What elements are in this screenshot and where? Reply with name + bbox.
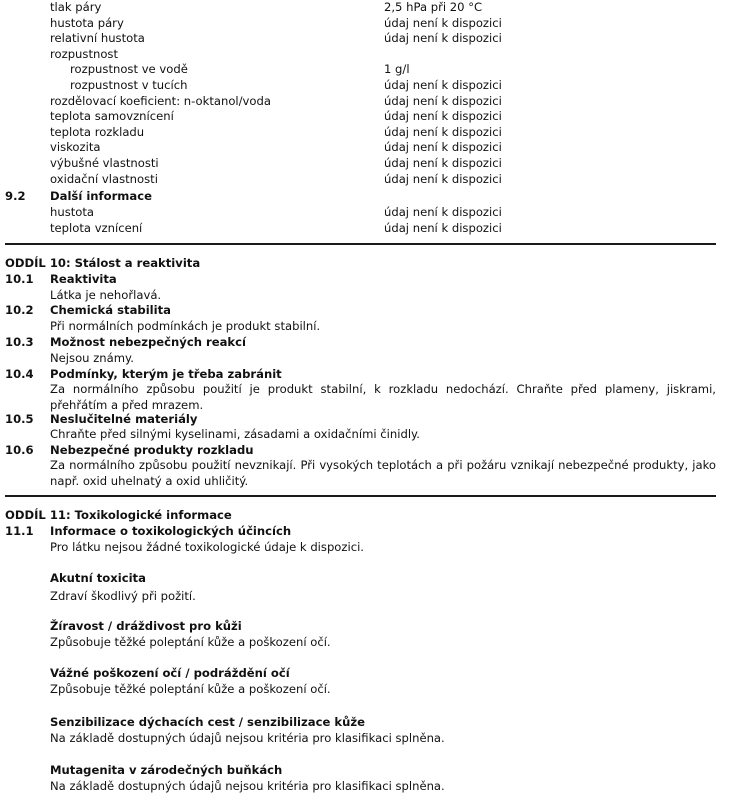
subsection-title: Chemická stabilita	[50, 303, 171, 317]
property-value: údaj není k dispozici	[384, 140, 502, 155]
property-value: údaj není k dispozici	[384, 221, 502, 235]
subsection-text: Za normálního způsobu použití nevznikají. Při vysokých teplotách a při požáru vznikají nebezpečné produkty, jako např. oxid uhelnatý a oxid uhličitý.	[50, 458, 716, 488]
property-value: údaj není k dispozici	[384, 171, 502, 186]
subsection-number: 10.1	[5, 272, 34, 286]
property-label: relativní hustota	[50, 31, 145, 46]
subsection-text: Za normálního způsobu použití je produkt stabilní, k rozkladu nedochází. Chraňte před plameny, jiskrami, přehřátím a před mrazem.	[50, 382, 716, 412]
tox-item-text: Způsobuje těžké poleptání kůže a poškození očí.	[50, 635, 331, 649]
subsection-number: 10.4	[5, 367, 34, 381]
subsection-title: Další informace	[50, 189, 152, 203]
property-value: údaj není k dispozici	[384, 15, 502, 30]
property-label: rozdělovací koeficient: n-oktanol/voda	[50, 93, 271, 108]
subsection-number: 10.3	[5, 335, 34, 349]
property-label: teplota samovznícení	[50, 109, 174, 124]
property-value: 1 g/l	[384, 62, 410, 77]
property-value: údaj není k dispozici	[384, 93, 502, 108]
property-label: viskozita	[50, 140, 101, 155]
property-value: 2,5 hPa při 20 °C	[384, 0, 483, 14]
subsection-title: Reaktivita	[50, 272, 117, 286]
section-divider	[5, 243, 716, 245]
property-value: údaj není k dispozici	[384, 156, 502, 170]
property-label: teplota vznícení	[50, 221, 143, 235]
subsection-title: Nebezpečné produkty rozkladu	[50, 443, 254, 457]
subsection-text: Pro látku nejsou žádné toxikologické údaje k dispozici.	[50, 540, 364, 554]
tox-item-text: Způsobuje těžké poleptání kůže a poškození očí.	[50, 682, 331, 696]
property-value: údaj není k dispozici	[384, 109, 502, 124]
property-label: výbušné vlastnosti	[50, 156, 159, 170]
tox-item-title: Mutagenita v zárodečných buňkách	[50, 763, 283, 777]
subsection-number: 10.2	[5, 303, 34, 317]
tox-item-title: Akutní toxicita	[50, 571, 146, 585]
tox-item-text: Na základě dostupných údajů nejsou kritéria pro klasifikaci splněna.	[50, 779, 445, 793]
section-heading: ODDÍL 11: Toxikologické informace	[5, 508, 232, 522]
property-label: rozpustnost ve vodě	[70, 62, 188, 77]
subsection-text: Látka je nehořlavá.	[50, 288, 162, 302]
property-label: hustota páry	[50, 15, 124, 30]
subsection-title: Neslučitelné materiály	[50, 412, 198, 426]
property-label: rozpustnost v tucích	[70, 78, 188, 92]
tox-item-title: Vážné poškození očí / podráždění očí	[50, 666, 290, 680]
subsection-text: Chraňte před silnými kyselinami, zásadami a oxidačními činidly.	[50, 427, 420, 441]
subsection-title: Informace o toxikologických účincích	[50, 524, 292, 538]
tox-item-title: Senzibilizace dýchacích cest / senzibilizace kůže	[50, 715, 365, 729]
property-label: tlak páry	[50, 0, 102, 14]
subsection-number: 9.2	[5, 189, 26, 203]
subsection-number: 11.1	[5, 524, 34, 538]
property-label: teplota rozkladu	[50, 124, 145, 139]
property-value: údaj není k dispozici	[384, 78, 502, 92]
subsection-number: 10.5	[5, 412, 34, 426]
tox-item-text: Zdraví škodlivý při požití.	[50, 589, 196, 603]
section-heading: ODDÍL 10: Stálost a reaktivita	[5, 256, 201, 270]
property-label: hustota	[50, 205, 95, 219]
property-value: údaj není k dispozici	[384, 31, 502, 46]
property-label: oxidační vlastnosti	[50, 171, 158, 186]
property-label: rozpustnost	[50, 46, 119, 61]
tox-item-text: Na základě dostupných údajů nejsou kritéria pro klasifikaci splněna.	[50, 731, 445, 745]
subsection-title: Podmínky, kterým je třeba zabránit	[50, 367, 282, 381]
subsection-title: Možnost nebezpečných reakcí	[50, 335, 246, 349]
subsection-number: 10.6	[5, 443, 34, 457]
property-value: údaj není k dispozici	[384, 124, 502, 139]
subsection-text: Nejsou známy.	[50, 351, 134, 365]
tox-item-title: Žíravost / dráždivost pro kůži	[50, 619, 242, 633]
section-divider	[5, 495, 716, 497]
property-value: údaj není k dispozici	[384, 205, 502, 219]
subsection-text: Při normálních podmínkách je produkt stabilní.	[50, 319, 321, 333]
